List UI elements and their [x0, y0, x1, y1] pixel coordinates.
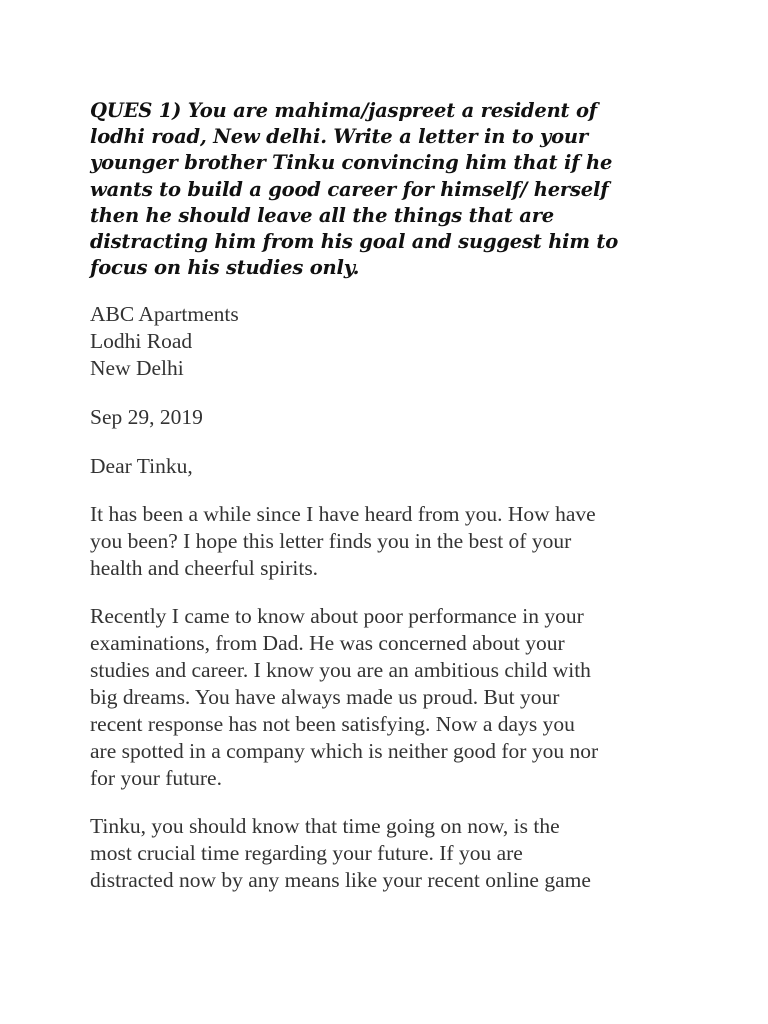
paragraph-concern: Recently I came to know about poor performance in your examinations, from Dad. He was concerned about your studies and career. I know you are an ambitious child with big dreams. You have always made us proud. But your recent response has not been satisfying. Now a days you are spotted in a company which is neither good for you nor for your future. [90, 604, 599, 791]
sender-address: ABC Apartments Lodhi Road New Delhi [90, 302, 239, 381]
salutation: Dear Tinku, [90, 454, 193, 479]
document-page [90, 98, 720, 894]
paragraph-advice: Tinku, you should know that time going on now, is the most crucial time regarding your future. If you are distracted now by any means like your recent online game [90, 814, 591, 893]
paragraph-greeting: It has been a while since I have heard from you. How have you been? I hope this letter finds you in the best of your health and cheerful spirits. [90, 502, 596, 581]
letter-date: Sep 29, 2019 [90, 405, 203, 430]
question-prompt: QUES 1) You are mahima/jaspreet a resident of lodhi road, New delhi. Write a letter in to your younger brother Tinku convincing him that if he wants to build a good career for himself/ herself then he should leave all the things that are distracting him from his goal and suggest him to focus on his studies only. [90, 99, 619, 280]
